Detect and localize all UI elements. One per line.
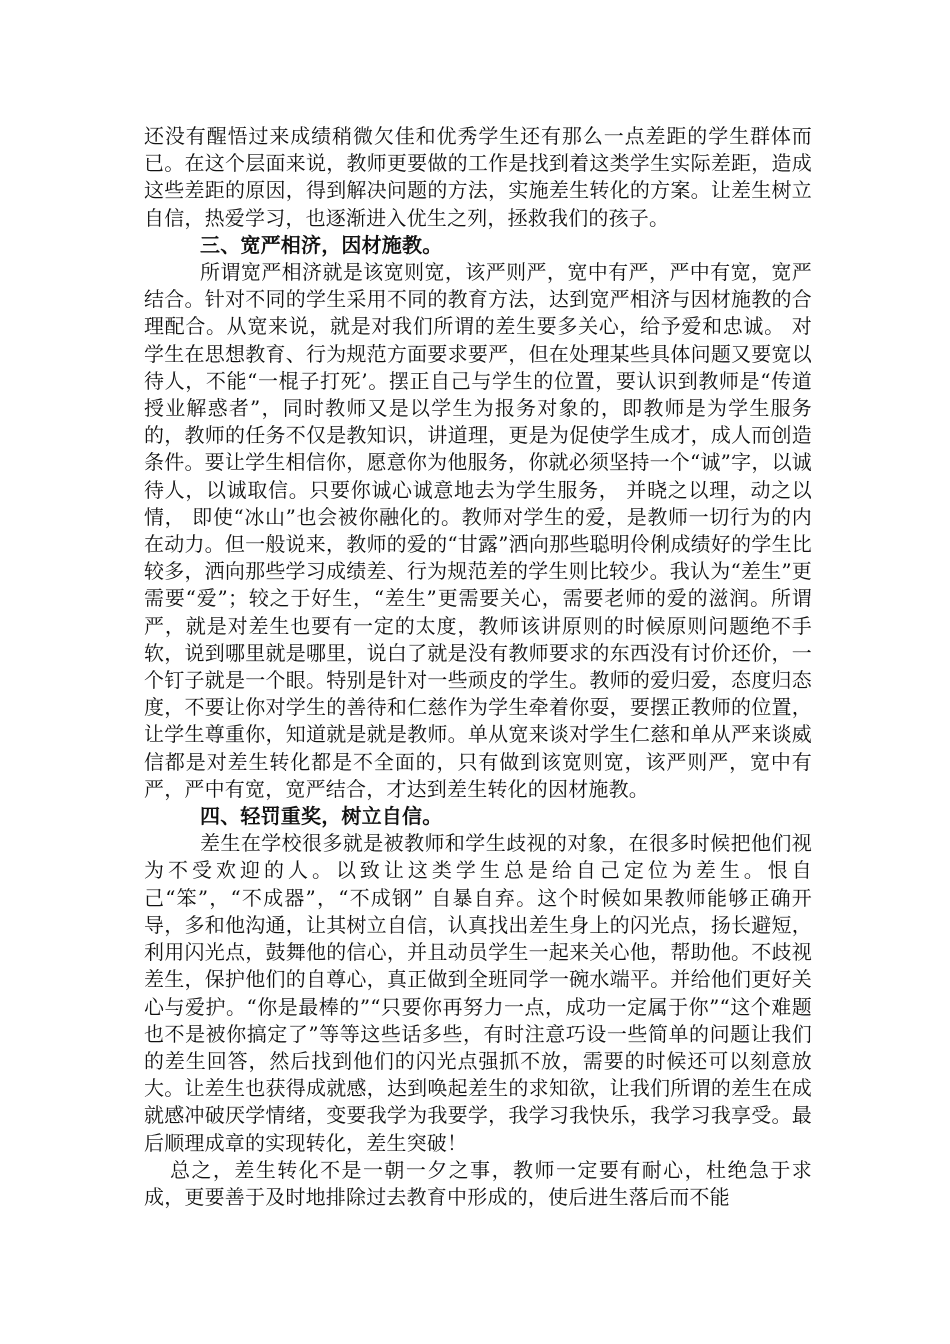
section-3-paragraph: 所谓宽严相济就是该宽则宽，该严则严，宽中有严，严中有宽，宽严结合。针对不同的学生采用不同的教育方法，达到宽严相济与因材施教的合理配合。从宽来说，就是对我们所谓的差生要多关心，给予爱和忠诚。 对学生在思想教育、行为规范方面要求要严，但在处理某些具体问题又要宽以待人，不能“一棍子打死’。摆正自己与学生的位置，要认识到教师是“传道授业解惑者”，同时教师又是以学生为报务对象的，即教师是为学生服务的，教师的任务不仅是教知识，讲道理，更是为促使学生成才，成人而创造条件。要让学生相信你，愿意你为他服务，你就必须坚持一个“诚”字，以诚待人，以诚取信。只要你诚心诚意地去为学生服务， 并晓之以理，动之以情， 即使“冰山”也会被你融化的。教师对学生的爱，是教师一切行为的内在动力。但一般说来，教师的爱的“甘露”洒向那些聪明伶俐成绩好的学生比较多，洒向那些学习成绩差、行为规范差的学生则比较少。我认为“差生”更需要“爱”；较之于好生，“差生”更需要关心，需要老师的爱的滋润。所谓严，就是对差生也要有一定的太度，教师该讲原则的时候原则问题绝不手软，说到哪里就是哪里，说白了就是没有教师要求的东西没有讨价还价，一个钉子就是一个眼。特别是针对一些顽皮的学生。教师的爱归爱，态度归态度，不要让你对学生的善待和仁慈作为学生牵着你耍，要摆正教师的位置，让学生尊重你，知道就是就是教师。单从宽来谈对学生仁慈和单从严来谈威信都是对差生转化都是不全面的，只有做到该宽则宽，该严则严，宽中有严，严中有宽，宽严结合，才达到差生转化的因材施教。 (144, 260, 812, 801)
conclusion-paragraph: 总之，差生转化不是一朝一夕之事，教师一定要有耐心，杜绝急于求成，更要善于及时地排除过去教育中形成的，使后进生落后而不能 (144, 1157, 812, 1209)
intro-paragraph: 还没有醒悟过来成绩稍微欠佳和优秀学生还有那么一点差距的学生群体而已。在这个层面来说，教师更要做的工作是找到着这类学生实际差距，造成这些差距的原因，得到解决问题的方法，实施差生转化的方案。让差生树立自信，热爱学习，也逐渐进入优生之列，拯救我们的孩子。 (144, 124, 812, 230)
section-4-paragraph: 差生在学校很多就是被教师和学生歧视的对象，在很多时候把他们视为不受欢迎的人。以致让这类学生总是给自己定位为差生。恨自己“笨”，“不成器”，“不成钢” 自暴自弃。这个时候如果教师能够正确开导，多和他沟通，让其树立自信，认真找出差生身上的闪光点，扬长避短，利用闪光点，鼓舞他的信心，并且动员学生一起来关心他，帮助他。不歧视差生，保护他们的自尊心，真正做到全班同学一碗水端平。并给他们更好关心与爱护。“你是最棒的”“只要你再努力一点，成功一定属于你”“这个难题也不是被你搞定了”等等这些话多些，有时注意巧设一些简单的问题让我们的差生回答，然后找到他们的闪光点强抓不放，需要的时候还可以刻意放大。让差生也获得成就感，达到唤起差生的求知欲，让我们所谓的差生在成就感冲破厌学情绪，变要我学为我要学，我学习我快乐，我学习我享受。最后顺理成章的实现转化，差生突破！ (144, 831, 812, 1155)
document-page (144, 123, 812, 1211)
section-3-heading: 三、宽严相济，因材施教。 (200, 232, 443, 257)
section-4-heading: 四、轻罚重奖，树立自信。 (200, 804, 443, 829)
